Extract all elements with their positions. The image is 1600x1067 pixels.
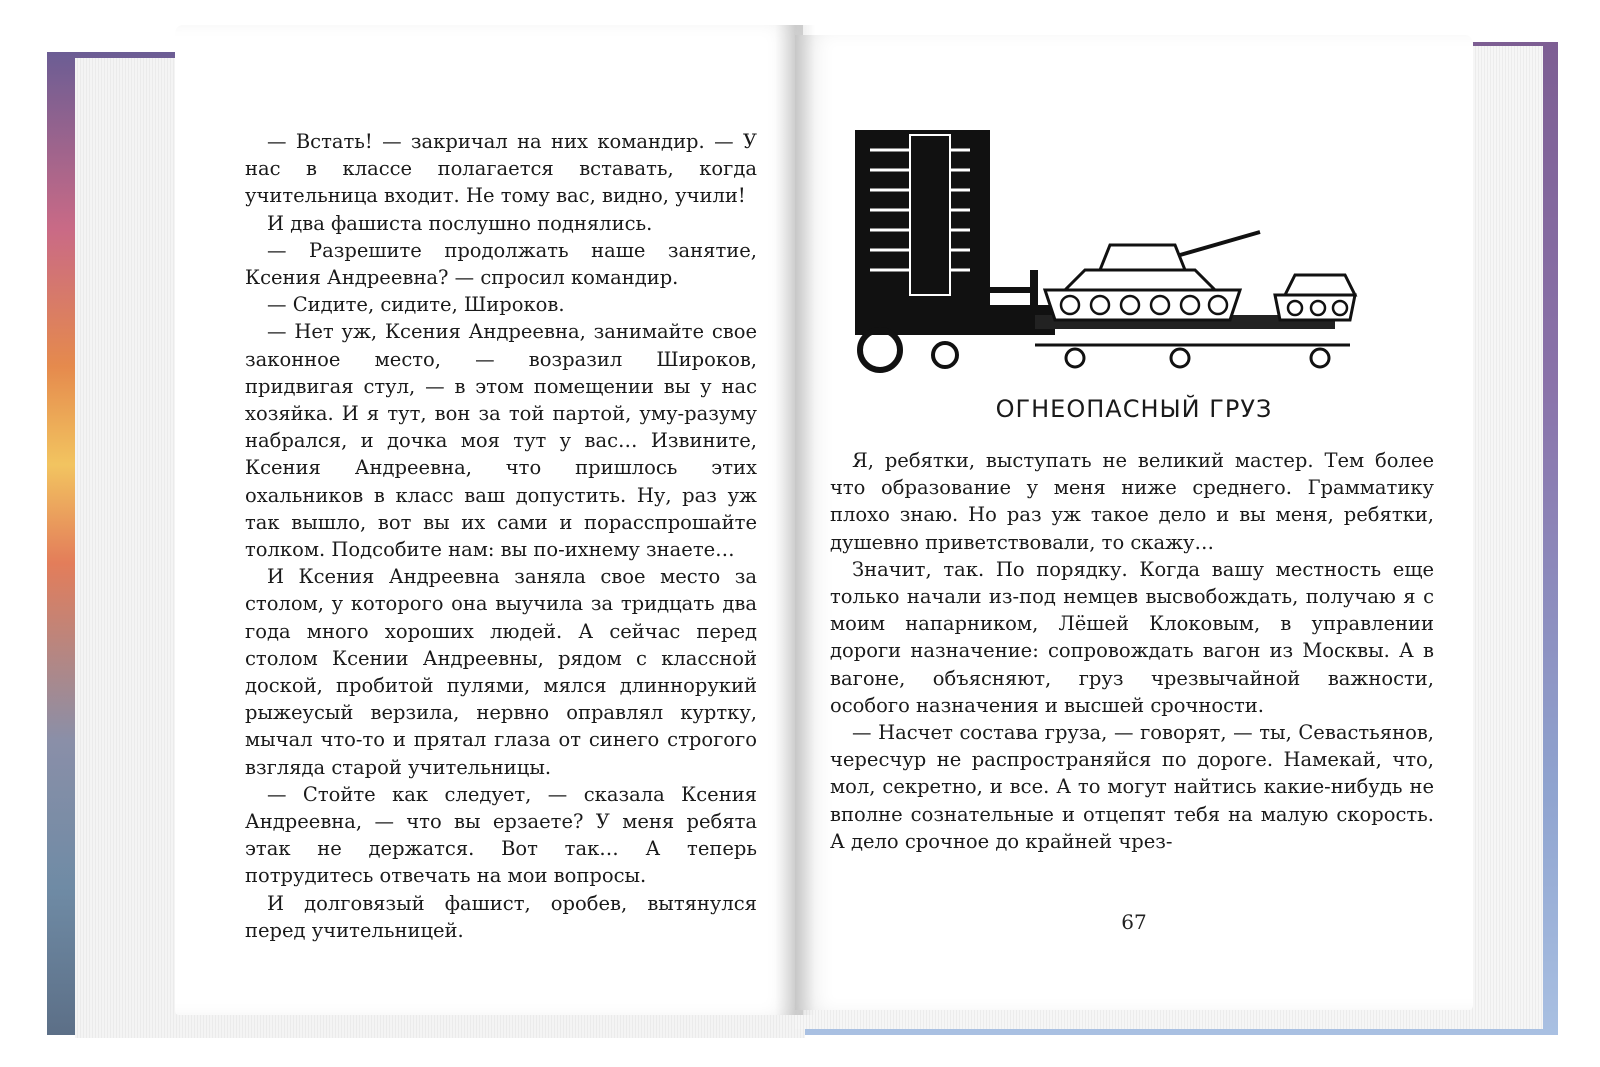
paragraph: И Ксения Андреевна заняла свое место за столом, у которого она выучила за тридцать два года много хороших людей. А сейчас перед столом Ксении Андреевны, рядом с классной доской, пробитой пулями, мялся длиннорукий рыжеусый верзила, нервно оправлял куртку, мычал что-то и прятал глаза от синего строгого взгляда старой учительницы. <box>245 565 757 779</box>
left-page <box>175 25 803 1015</box>
right-page <box>795 35 1473 1010</box>
spine-gutter <box>775 25 815 1015</box>
paragraph: — Насчет состава груза, — говорят, — ты, Севастьянов, чересчур не распространяйся по дороге. Намекай, что, мол, секретно, и все. А то могут найтись какие-нибудь не вполне сознательные и отцепят тебя на малую скорость. А дело срочное до крайней чрез- <box>830 721 1434 853</box>
paragraph: — Стойте как следует, — сказала Ксения Андреевна, — что вы ерзаете? У меня ребята этак не держатся. Вот так… А теперь потрудитесь отвечать на мои вопросы. <box>245 782 757 888</box>
left-page-text <box>245 128 757 944</box>
paragraph: И долговязый фашист, оробев, вытянулся перед учительницей. <box>245 891 757 942</box>
paragraph: Я, ребятки, выступать не великий мастер. Тем более что образование у меня ниже среднего. Грамматику плохо знаю. Но раз уж такое дело и вы меня, ребятки, душевно приветствовали, то скажу… <box>830 449 1434 554</box>
paragraph: — Встать! — закричал на них командир. — У нас в классе полагается вставать, когда учительница входит. Не тому вас, видно, учили! <box>245 130 757 208</box>
paragraph: — Сидите, сидите, Широков. <box>267 293 565 317</box>
right-page-text <box>830 447 1434 855</box>
chapter-title: ОГНЕОПАСНЫЙ ГРУЗ <box>995 395 1273 423</box>
paragraph: — Разрешите продолжать наше занятие, Ксения Андреевна? — спросил командир. <box>245 238 757 290</box>
train-tank-illustration <box>850 120 1370 375</box>
page-number: 67 <box>1121 910 1147 934</box>
paragraph: И два фашиста послушно поднялись. <box>267 211 653 235</box>
paragraph: — Нет уж, Ксения Андреевна, занимайте свое законное место, — возразил Широков, придвигая стул, — в этом помещении вы у нас хозяйка. И я тут, вон за той партой, уму-разуму набрался, и дочка моя тут у вас… Извините, Ксения Андреевна, что пришлось этих охальников в класс ваш допустить. Ну, раз уж так вышло, вот вы их сами и порасспрошайте толком. Подсобите нам: вы по-ихнему знаете… <box>245 320 757 562</box>
paragraph: Значит, так. По порядку. Когда вашу местность еще только начали из-под немцев высвобождать, получаю я с моим напарником, Лёшей Клоковым, в управлении дороги назначение: сопровождать вагон из Москвы. А в вагоне, объясняют, груз чрезвычайной важности, особого назначения и высшей срочности. <box>830 557 1434 717</box>
